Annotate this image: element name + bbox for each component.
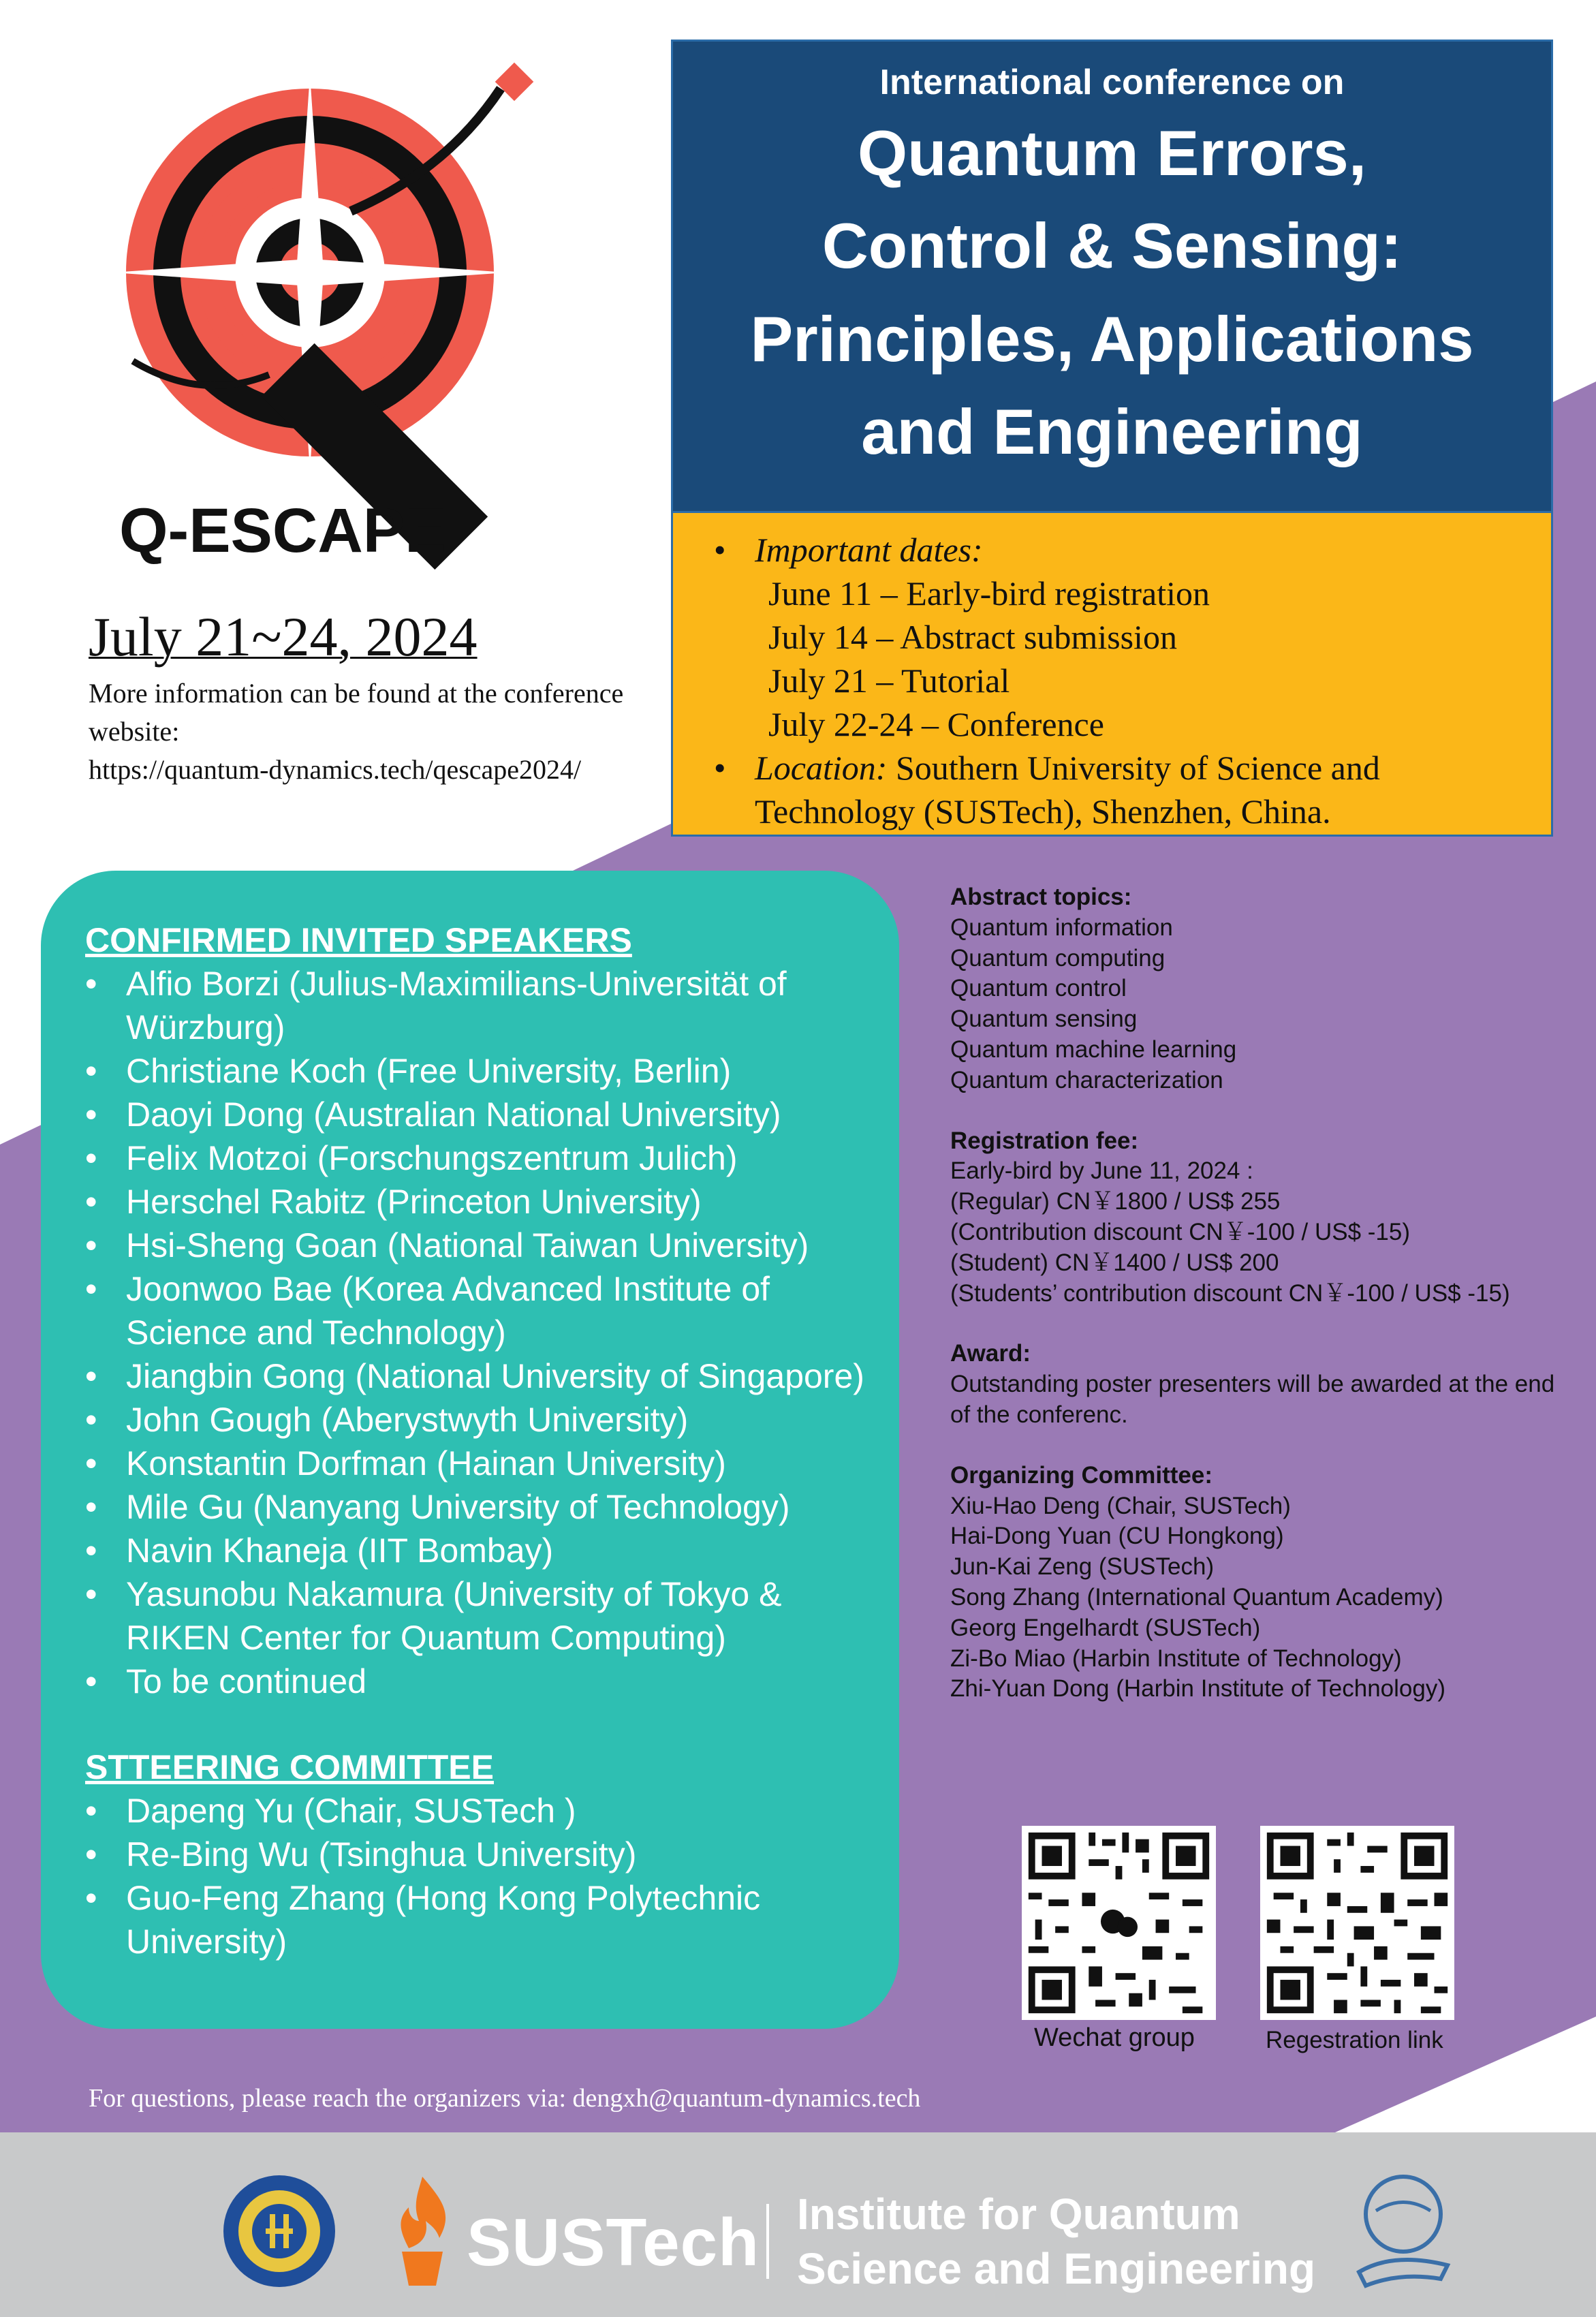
sustech-wordmark: SUSTech bbox=[467, 2205, 760, 2280]
location-text: Southern University of Science and Technology (SUSTech), Shenzhen, China. bbox=[755, 749, 1380, 830]
sustech-flame-icon bbox=[388, 2173, 456, 2289]
speaker-item: • Joonwoo Bae (Korea Advanced Institute of Science and Technology) bbox=[85, 1267, 872, 1354]
steering-list bbox=[85, 1789, 872, 1963]
speaker-item: • Herschel Rabitz (Princeton University) bbox=[85, 1180, 872, 1224]
steering-item: • Guo-Feng Zhang (Hong Kong Polytechnic University) bbox=[85, 1876, 872, 1963]
title-line: Quantum Errors, bbox=[858, 117, 1366, 189]
steering-item: • Re-Bing Wu (Tsinghua University) bbox=[85, 1833, 872, 1876]
date-item: July 14 – Abstract submission bbox=[768, 618, 1178, 656]
date-item: July 22-24 – Conference bbox=[768, 705, 1104, 743]
speakers-panel bbox=[41, 871, 899, 2029]
logo-text: Q-ESCAPE bbox=[119, 496, 447, 565]
speaker-item: • Yasunobu Nakamura (University of Tokyo & RIKEN Center for Quantum Computing) bbox=[85, 1572, 872, 1660]
speaker-item: • Christiane Koch (Free University, Berlin) bbox=[85, 1049, 872, 1093]
topic-item: Quantum information bbox=[950, 914, 1173, 941]
speaker-item: • Konstantin Dorfman (Hainan University) bbox=[85, 1442, 872, 1485]
speaker-item: • Felix Motzoi (Forschungszentrum Julich) bbox=[85, 1136, 872, 1180]
organizer-item: Song Zhang (International Quantum Academy) bbox=[950, 1583, 1443, 1611]
academy-seal-icon bbox=[218, 2170, 341, 2292]
title-line: Principles, Applications bbox=[750, 302, 1474, 375]
registration-qr-code[interactable] bbox=[1260, 1826, 1454, 2020]
speakers-heading: CONFIRMED INVITED SPEAKERS bbox=[85, 921, 632, 959]
fee-item: (Student) CN￥1400 / US$ 200 bbox=[950, 1249, 1279, 1276]
title-box bbox=[671, 40, 1553, 513]
speaker-item: • Mile Gu (Nanyang University of Technology) bbox=[85, 1485, 872, 1529]
award-heading: Award: bbox=[950, 1340, 1031, 1367]
organizer-item: Jun-Kai Zeng (SUSTech) bbox=[950, 1553, 1215, 1581]
speaker-item: • Hsi-Sheng Goan (National Taiwan University) bbox=[85, 1224, 872, 1267]
organizer-item: Xiu-Hao Deng (Chair, SUSTech) bbox=[950, 1492, 1291, 1519]
fee-item: Early-bird by June 11, 2024 : bbox=[950, 1157, 1253, 1185]
topic-item: Quantum machine learning bbox=[950, 1036, 1237, 1063]
organizer-item: Zhi-Yuan Dong (Harbin Institute of Technology) bbox=[950, 1675, 1445, 1702]
institute-line: Science and Engineering bbox=[797, 2244, 1316, 2293]
speaker-item: • Daoyi Dong (Australian National University) bbox=[85, 1093, 872, 1136]
fee-item: (Regular) CN￥1800 / US$ 255 bbox=[950, 1188, 1281, 1215]
date-item: June 11 – Early-bird registration bbox=[768, 574, 1210, 612]
steering-heading: STTEERING COMMITTEE bbox=[85, 1748, 494, 1786]
date-item: July 21 – Tutorial bbox=[768, 662, 1010, 700]
fee-item: (Contribution discount CN￥-100 / US$ -15) bbox=[950, 1218, 1411, 1245]
wechat-qr-caption: Wechat group bbox=[1034, 2023, 1195, 2052]
title-main bbox=[673, 107, 1551, 478]
q-escape-logo bbox=[65, 48, 582, 579]
footer-divider bbox=[766, 2204, 769, 2279]
info-column bbox=[950, 882, 1563, 1705]
iqa-hand-logo-icon bbox=[1352, 2163, 1454, 2292]
title-subtitle: International conference on bbox=[879, 63, 1345, 102]
location-label: Location: bbox=[755, 749, 888, 787]
speaker-item: • John Gough (Aberystwyth University) bbox=[85, 1398, 872, 1442]
wechat-qr-code[interactable] bbox=[1022, 1826, 1216, 2020]
registration-qr-caption: Regestration link bbox=[1266, 2027, 1443, 2053]
topic-item: Quantum characterization bbox=[950, 1066, 1223, 1093]
topic-item: Quantum sensing bbox=[950, 1006, 1138, 1033]
organizer-item: Zi-Bo Miao (Harbin Institute of Technology) bbox=[950, 1645, 1402, 1672]
topic-item: Quantum computing bbox=[950, 944, 1165, 971]
speaker-item: • Jiangbin Gong (National University of Singapore) bbox=[85, 1354, 872, 1398]
speaker-item: • Alfio Borzi (Julius-Maximilians-Universität of Würzburg) bbox=[85, 962, 872, 1049]
organizing-heading: Organizing Committee: bbox=[950, 1461, 1213, 1489]
organizer-item: Georg Engelhardt (SUSTech) bbox=[950, 1614, 1261, 1641]
fees-heading: Registration fee: bbox=[950, 1127, 1139, 1154]
title-line: and Engineering bbox=[861, 395, 1363, 467]
website-link[interactable]: https://quantum-dynamics.tech/qescape2024/ bbox=[89, 754, 582, 786]
date-range: July 21~24, 2024 bbox=[89, 606, 478, 668]
contact-text: For questions, please reach the organizers via: dengxh@quantum-dynamics.tech bbox=[89, 2084, 921, 2113]
speaker-item: • Navin Khaneja (IIT Bombay) bbox=[85, 1529, 872, 1572]
organizer-item: Hai-Dong Yuan (CU Hongkong) bbox=[950, 1523, 1284, 1550]
institute-name bbox=[797, 2187, 1315, 2296]
title-line: Control & Sensing: bbox=[822, 210, 1403, 282]
important-dates-box: • Important dates: June 11 – Early-bird registration July 14 – Abstract submission July 21 – Tutorial July 22-24 – Conference • Location: Southern University of Science and Technology (SUSTech), Shenzhen, China. bbox=[671, 513, 1553, 837]
institute-line: Institute for Quantum bbox=[797, 2190, 1240, 2239]
event-info bbox=[89, 606, 702, 789]
speaker-item: • To be continued bbox=[85, 1660, 872, 1703]
topic-item: Quantum control bbox=[950, 975, 1127, 1002]
fee-item: (Students’ contribution discount CN￥-100 / US$ -15) bbox=[950, 1279, 1510, 1307]
speakers-list bbox=[85, 962, 872, 1703]
topics-heading: Abstract topics: bbox=[950, 884, 1132, 910]
important-dates-label: Important dates: bbox=[755, 531, 983, 569]
more-info-text: More information can be found at the conference website: bbox=[89, 678, 624, 747]
steering-item: • Dapeng Yu (Chair, SUSTech ) bbox=[85, 1789, 872, 1833]
award-text: Outstanding poster presenters will be awarded at the end of the conferenc. bbox=[950, 1371, 1555, 1428]
